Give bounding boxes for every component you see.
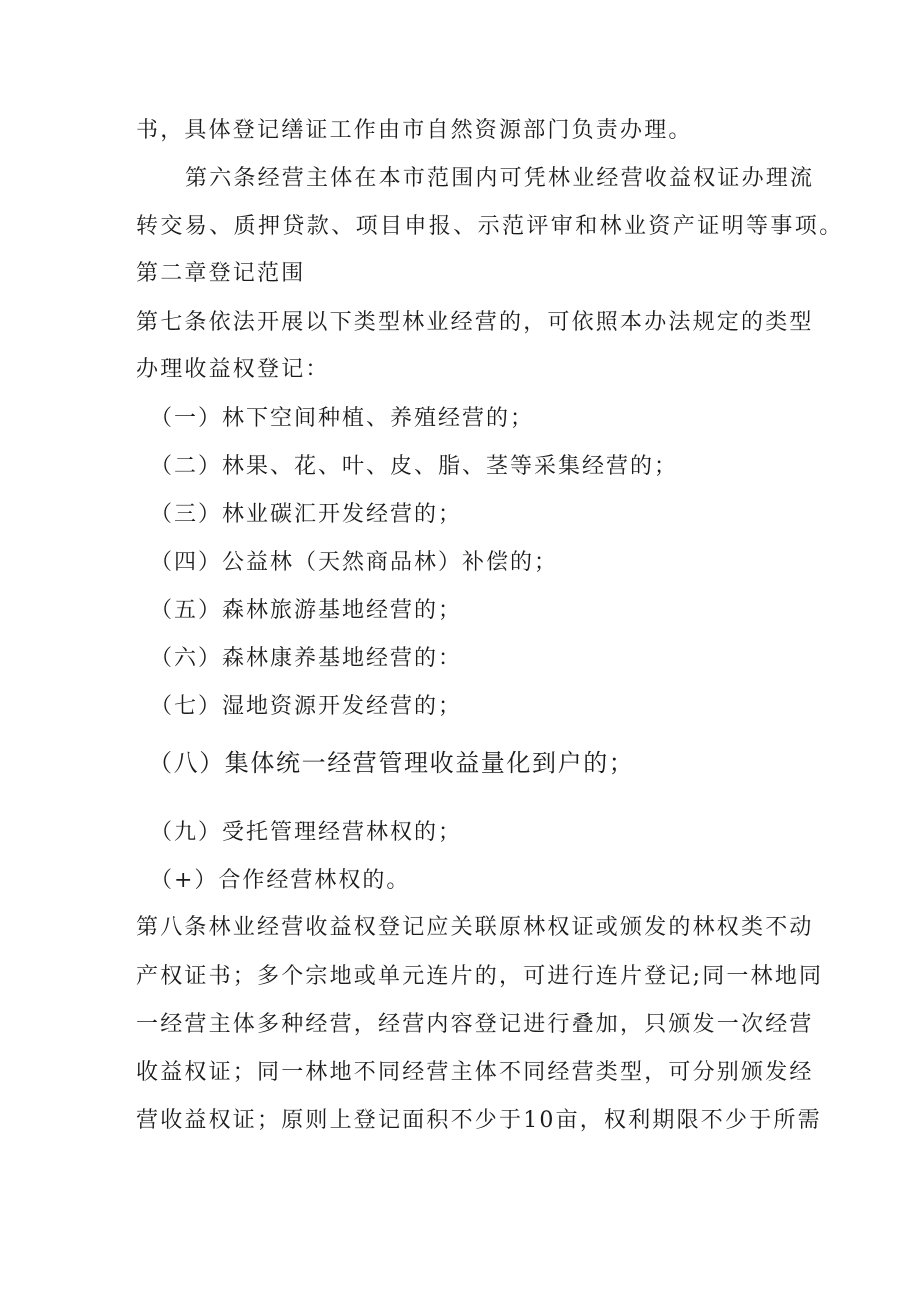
article-6-line-1: 第六条经营主体在本市范围内可凭林业经营收益权证办理流 [185, 166, 815, 191]
article-7-line-2: 办理收益权登记： [136, 357, 330, 382]
list-item: （一）林下空间种植、养殖经营的； [150, 406, 535, 431]
article-8-line-4: 收益权证；同一林地不同经营主体不同经营类型，可分别颁发经 [136, 1060, 814, 1085]
article-8-line-5: 营收益权证；原则上登记面积不少于10亩，权利期限不少于所需 [136, 1108, 822, 1133]
list-item: （九）受托管理经营林权的； [150, 820, 463, 845]
article-8-line-3: 一经营主体多种经营，经营内容登记进行叠加，只颁发一次经营 [136, 1012, 814, 1037]
list-item: （三）林业碳汇开发经营的； [150, 502, 463, 527]
article-7-line-1: 第七条依法开展以下类型林业经营的，可依照本办法规定的类型 [136, 310, 814, 335]
list-item: （六）森林康养基地经营的： [150, 646, 463, 671]
list-item: （五）森林旅游基地经营的； [150, 598, 463, 623]
article-6-line-2: 转交易、质押贷款、项目申报、示范评审和林业资产证明等事项。 [136, 214, 844, 239]
list-item: （八）集体统一经营管理收益量化到户的； [148, 749, 635, 777]
paragraph-line: 书，具体登记缮证工作由市自然资源部门负责办理。 [136, 118, 693, 143]
list-item: （二）林果、花、叶、皮、脂、茎等采集经营的； [150, 454, 679, 479]
chapter-heading: 第二章登记范围 [136, 261, 306, 286]
list-item: （+）合作经营林权的。 [150, 868, 411, 893]
list-item: （四）公益林（天然商品林）补偿的； [150, 550, 559, 575]
list-item: （七）湿地资源开发经营的； [150, 694, 463, 719]
article-8-line-1: 第八条林业经营收益权登记应关联原林权证或颁发的林权类不动 [136, 915, 814, 940]
article-8-line-2: 产权证书；多个宗地或单元连片的，可进行连片登记;同一林地同 [136, 964, 824, 989]
